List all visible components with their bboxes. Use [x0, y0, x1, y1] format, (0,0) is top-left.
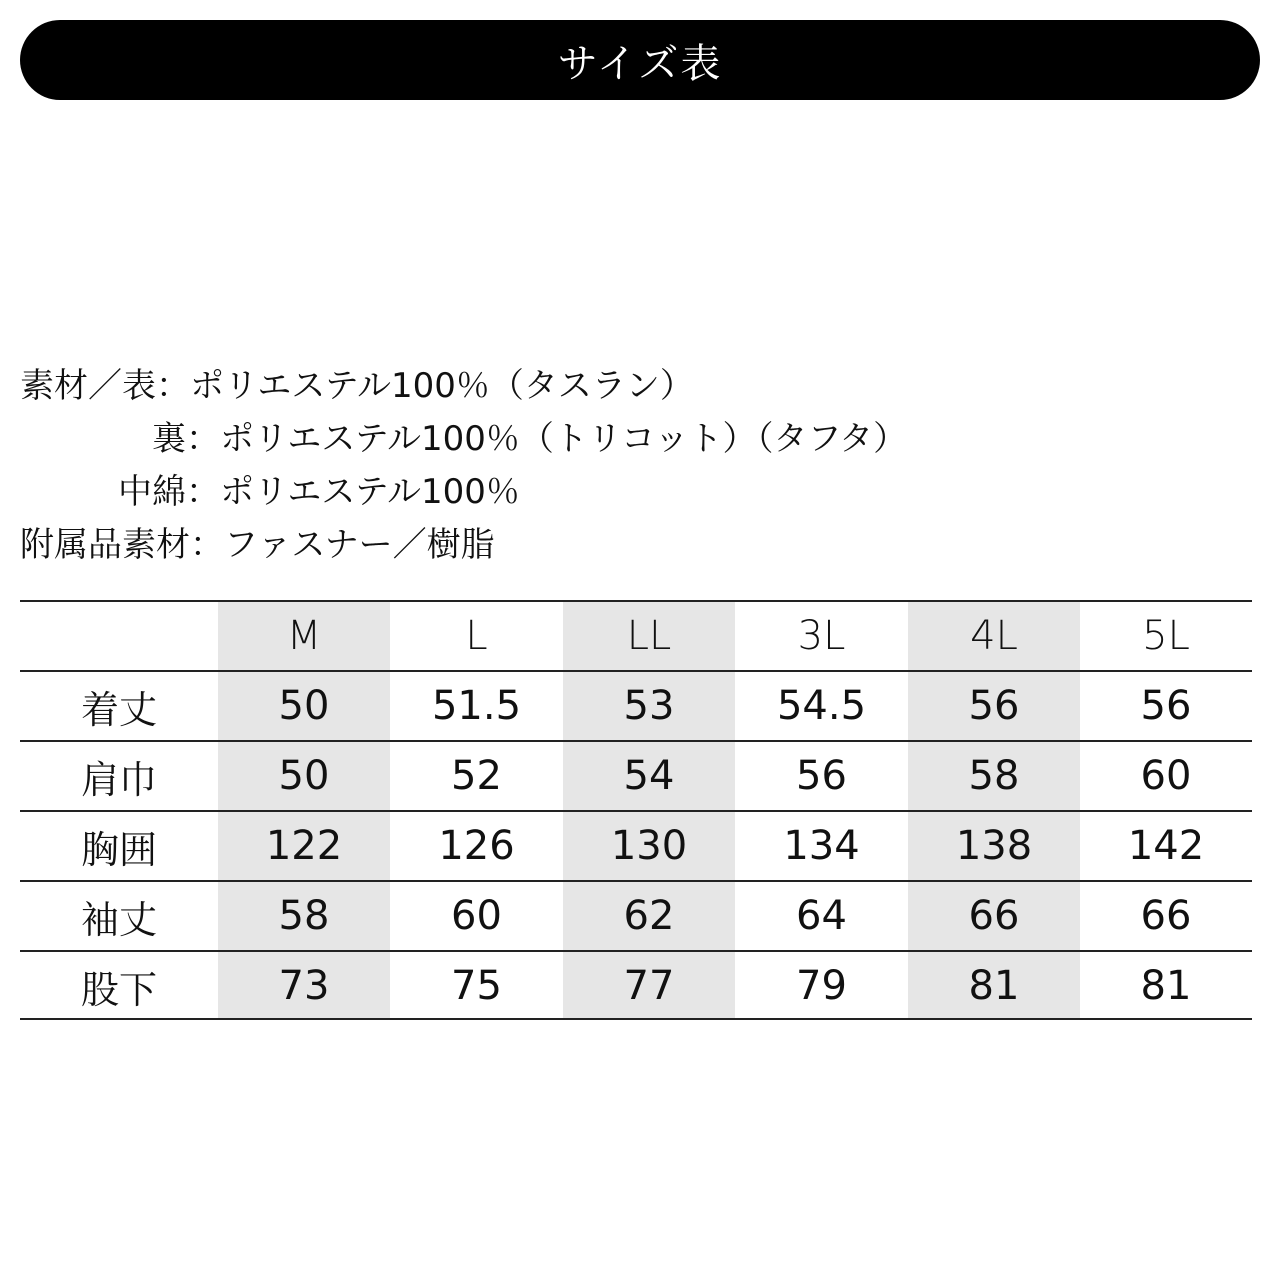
row-header: 着丈 — [80, 687, 157, 732]
material-value: ポリエステル100％（タスラン） — [190, 366, 694, 406]
table-row — [20, 810, 1252, 880]
table-cell: 73 — [278, 963, 330, 1009]
table-cell: 54 — [623, 753, 675, 799]
column-header: L — [465, 613, 488, 659]
column-header: M — [286, 613, 322, 659]
material-label: 裏： — [152, 419, 220, 459]
table-cell: 66 — [1140, 893, 1192, 939]
table-cell: 138 — [955, 823, 1033, 869]
table-cell: 56 — [796, 753, 847, 799]
table-cell: 53 — [623, 683, 675, 729]
page-title: サイズ表 — [557, 40, 723, 87]
row-header: 袖丈 — [80, 897, 157, 942]
table-cell: 52 — [451, 753, 502, 799]
table-cell: 75 — [451, 963, 502, 1009]
table-cell: 64 — [796, 893, 847, 939]
table-cell: 134 — [783, 823, 860, 869]
table-cell: 60 — [1140, 753, 1192, 799]
table-cell: 60 — [451, 893, 502, 939]
material-line-accessories — [20, 519, 907, 572]
material-line-padding — [20, 466, 907, 519]
table-cell: 81 — [1140, 963, 1192, 1009]
table-cell: 51.5 — [431, 683, 522, 729]
column-header: 5L — [1142, 613, 1190, 659]
table-cell: 56 — [1140, 683, 1192, 729]
table-cell: 79 — [796, 963, 847, 1009]
material-label: 素材／表： — [20, 366, 190, 406]
material-value: ポリエステル100％（トリコット）（タフタ） — [220, 419, 908, 459]
material-value: ポリエステル100％ — [220, 472, 520, 512]
table-cell: 54.5 — [776, 683, 867, 729]
table-row — [20, 880, 1252, 950]
table-cell: 77 — [623, 963, 675, 1009]
column-header: 3L — [797, 613, 846, 659]
table-cell: 142 — [1127, 823, 1205, 869]
table-cell: 62 — [623, 893, 675, 939]
material-line-lining — [20, 413, 907, 466]
row-header: 肩巾 — [80, 757, 157, 802]
material-value: ファスナー／樹脂 — [224, 525, 495, 565]
row-header: 胸囲 — [80, 827, 157, 872]
table-cell: 126 — [438, 823, 515, 869]
table-cell: 66 — [968, 893, 1020, 939]
table-cell: 58 — [278, 893, 330, 939]
column-header: LL — [626, 613, 672, 659]
table-header-row — [20, 600, 1252, 670]
column-header: 4L — [970, 613, 1018, 659]
table-cell: 56 — [968, 683, 1020, 729]
material-label: 中綿： — [118, 472, 220, 512]
table-cell: 81 — [968, 963, 1020, 1009]
table-cell: 50 — [278, 683, 330, 729]
table-row — [20, 670, 1252, 740]
material-label: 附属品素材： — [20, 525, 224, 565]
table-cell: 58 — [968, 753, 1020, 799]
row-header: 股下 — [80, 967, 157, 1012]
material-section — [20, 360, 907, 572]
table-cell: 122 — [265, 823, 343, 869]
table-cell: 50 — [278, 753, 330, 799]
table-row — [20, 950, 1252, 1020]
table-cell: 130 — [610, 823, 688, 869]
material-line-outer — [20, 360, 907, 413]
table-row — [20, 740, 1252, 810]
title-bar — [20, 20, 1260, 100]
